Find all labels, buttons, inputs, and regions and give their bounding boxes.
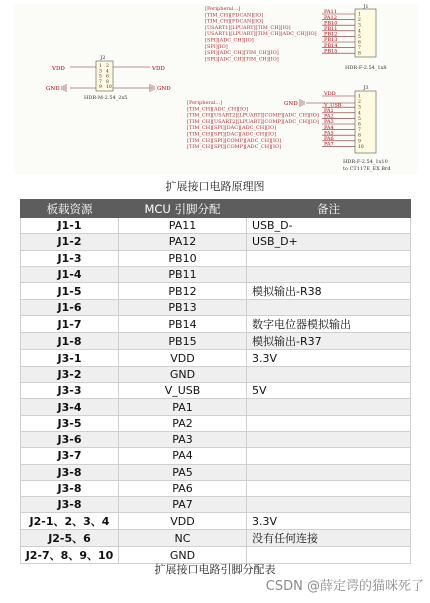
cell-note <box>247 250 411 266</box>
table-row <box>21 218 411 234</box>
j3-net-label: PA1 <box>324 108 334 114</box>
cell-mcu-pin: PA12 <box>119 234 247 250</box>
j1-peripheral-label: [SPI][IO] <box>205 43 228 50</box>
cell-mcu-pin: PB14 <box>119 316 247 333</box>
j3-net-label: PA5 <box>324 130 334 137</box>
j1-peripheral-label: [Peripheral...] <box>205 6 241 12</box>
table-row <box>21 366 411 382</box>
cell-mcu-pin: PB15 <box>119 333 247 350</box>
table-row <box>21 530 411 547</box>
cell-mcu-pin: PB12 <box>119 283 247 300</box>
j1-pin-numbers <box>358 12 361 57</box>
j3-pin-number: 8 <box>358 133 361 139</box>
cell-board-resource: J2-1、2、3、4 <box>21 513 119 530</box>
j3-ref: J3 <box>363 85 369 91</box>
cell-board-resource: J3-2 <box>21 366 119 382</box>
j2-part: HDR-M-2.54_2x5 <box>84 95 128 101</box>
j2-pin-number-left: 3 <box>99 69 102 75</box>
j1-pin-number: 1 <box>358 12 361 18</box>
cell-board-resource: J3-8 <box>21 464 119 480</box>
cell-note <box>247 415 411 431</box>
cell-mcu-pin: PA4 <box>119 448 247 464</box>
cell-note: 3.3V <box>247 350 411 366</box>
j3-peripheral-label: [TIM_CH][SPI][DAC][ADC_CH][IO] <box>187 131 277 138</box>
j1-net-label: PB15 <box>324 48 338 55</box>
j1-peripheral-label: [TIM_CH][FDCAN][IO] <box>205 12 264 19</box>
cell-note: USB_D- <box>247 218 411 234</box>
cell-note <box>247 480 411 496</box>
pin-assignment-table <box>20 199 411 564</box>
j3-net-label: PA7 <box>324 141 334 148</box>
j3-pin-number: 1 <box>358 94 361 100</box>
table-row <box>21 448 411 464</box>
j3-peripheral-label: [TIM_CH][SPI][DAC][ADC_CH][IO] <box>187 125 277 132</box>
table-row <box>21 316 411 333</box>
j3-net-label: PA6 <box>324 136 334 142</box>
header-board-resource: 板载资源 <box>21 200 119 218</box>
j3-peripheral-label: [Peripheral...] <box>187 100 223 106</box>
cell-note <box>247 497 411 513</box>
j2-net-gnd-right: GND <box>157 86 171 92</box>
table-row <box>21 383 411 399</box>
cell-mcu-pin: VDD <box>119 350 247 366</box>
j1-net-label: PA12 <box>324 14 337 21</box>
table-row <box>21 283 411 300</box>
cell-board-resource: J1-3 <box>21 250 119 266</box>
table-row <box>21 350 411 366</box>
j2-pin-number-left: 5 <box>99 74 102 80</box>
cell-mcu-pin: PA7 <box>119 497 247 513</box>
j2-net-vdd-right: VDD <box>152 66 165 72</box>
j1-pin-number: 7 <box>358 46 361 52</box>
table-caption: 扩展接口电路引脚分配表 <box>154 563 276 576</box>
j1-pin-number: 2 <box>358 18 361 24</box>
cell-mcu-pin: PA2 <box>119 415 247 431</box>
cell-note: 模拟输出-R37 <box>247 333 411 350</box>
cell-board-resource: J1-5 <box>21 283 119 300</box>
cell-mcu-pin: PB10 <box>119 250 247 266</box>
j3-pin-number: 6 <box>358 122 361 128</box>
j1-pin-number: 5 <box>358 34 361 40</box>
j3-pin-number: 10 <box>358 144 364 150</box>
cell-mcu-pin: NC <box>119 530 247 547</box>
j3-pin-number: 4 <box>358 111 361 117</box>
j2-pin-number-left: 7 <box>99 79 102 85</box>
cell-mcu-pin: VDD <box>119 513 247 530</box>
cell-note: 3.3V <box>247 513 411 530</box>
cell-board-resource: J1-1 <box>21 218 119 234</box>
cell-board-resource: J3-8 <box>21 497 119 513</box>
j3-net-label: PA3 <box>324 119 334 126</box>
j2-pin-number-right: 10 <box>106 85 112 91</box>
cell-board-resource: J2-5、6 <box>21 530 119 547</box>
cell-board-resource: J3-5 <box>21 415 119 431</box>
cell-note <box>247 464 411 480</box>
cell-note <box>247 300 411 316</box>
cell-note: 没有任何连接 <box>247 530 411 547</box>
cell-mcu-pin: PA11 <box>119 218 247 234</box>
table-row <box>21 266 411 282</box>
j1-peripheral-label: [TIM_CH][FDCAN][IO] <box>205 18 264 25</box>
j3-pin-number: 7 <box>358 128 361 134</box>
cell-note <box>247 266 411 282</box>
j3-net-label: V_USB <box>324 102 342 109</box>
table-header-row <box>21 200 411 218</box>
j3-peripheral-label: [TIM_CH][USART2][LPUART][COMP][ADC_CH][IO] <box>187 118 319 125</box>
cell-board-resource: J3-1 <box>21 350 119 366</box>
cell-board-resource: J3-4 <box>21 399 119 415</box>
j2-pin-number-right: 2 <box>106 64 109 69</box>
j1-peripheral-label: [USART1][LPUART][TIM_CH][ADC_CH][IO] <box>205 31 317 38</box>
table-row <box>21 415 411 431</box>
table-row <box>21 250 411 266</box>
cell-note: USB_D+ <box>247 234 411 250</box>
j2-net-vdd-left: VDD <box>52 66 65 72</box>
j2-net-gnd-left: GND <box>46 86 60 92</box>
table-row <box>21 513 411 530</box>
cell-mcu-pin: GND <box>119 547 247 564</box>
j3-note: to CT117E_EX Brd <box>343 166 391 172</box>
cell-board-resource: J3-3 <box>21 383 119 399</box>
j2-ref: J2 <box>100 55 106 61</box>
j1-net-label: PA11 <box>324 9 337 16</box>
j3-net-label: VDD <box>324 91 336 98</box>
schematic-diagram <box>0 0 430 175</box>
j1-peripheral-label: [SPI][ADC_CH][TIM_CH][IO] <box>205 56 279 63</box>
j1-peripheral-label: [SPI][ADC_CH][TIM_CH][IO] <box>205 50 279 57</box>
table-row <box>21 399 411 415</box>
cell-board-resource: J1-4 <box>21 266 119 282</box>
cell-note <box>247 431 411 447</box>
j1-part: HDR-F-2.54_1x8 <box>345 65 387 71</box>
cell-board-resource: J1-2 <box>21 234 119 250</box>
cell-mcu-pin: PB13 <box>119 300 247 316</box>
j3-net-gnd: GND <box>284 101 298 107</box>
cell-mcu-pin: PA1 <box>119 399 247 415</box>
cell-note <box>247 366 411 382</box>
cell-mcu-pin: GND <box>119 366 247 382</box>
j1-pin-number: 6 <box>358 40 361 46</box>
j2-pin-number-right: 4 <box>106 69 109 75</box>
j2-pin-number-right: 8 <box>106 79 109 85</box>
j1-net-label: PB11 <box>324 26 338 32</box>
j3-pin-number: 2 <box>358 100 361 106</box>
cell-note <box>247 448 411 464</box>
table-row <box>21 480 411 496</box>
cell-mcu-pin: V_USB <box>119 383 247 399</box>
j1-net-label: PB10 <box>324 20 338 27</box>
j3-net-label: PA2 <box>324 113 334 120</box>
table-row <box>21 431 411 447</box>
j2-pin-number-left: 9 <box>99 85 102 91</box>
cell-board-resource: J1-6 <box>21 300 119 316</box>
j2-pin-number-right: 6 <box>106 74 109 80</box>
j1-peripheral-label: [SPI][ADC_CH][IO] <box>205 37 254 44</box>
cell-mcu-pin: PA5 <box>119 464 247 480</box>
table-row <box>21 497 411 513</box>
cell-board-resource: J3-6 <box>21 431 119 447</box>
j1-net-label: PB14 <box>324 42 338 49</box>
header-mcu-pin: MCU 引脚分配 <box>119 200 247 218</box>
j3-peripheral-label: [TIM_CH][USART2][LPUART][COMP][ADC_CH][IO] <box>187 112 319 119</box>
j1-net-label: PB13 <box>324 37 338 44</box>
cell-board-resource: J2-7、8、9、10 <box>21 547 119 564</box>
cell-mcu-pin: PA6 <box>119 480 247 496</box>
j3-peripheral-label: [TIM_CH][SPI][COMP][ADC_CH][IO] <box>187 137 282 144</box>
cell-note: 数字电位器模拟输出 <box>247 316 411 333</box>
j1-net-label: PB12 <box>324 31 338 38</box>
j3-pin-number: 9 <box>358 139 361 145</box>
j3-part: HDR-F-2.54_1x10 <box>343 159 388 165</box>
cell-mcu-pin: PB11 <box>119 266 247 282</box>
j3-peripheral-label: [TIM_CH][ADC_CH][IO] <box>187 106 249 113</box>
j1-peripheral-label: [USART1][LPUART][TIM_CH][IO] <box>205 24 291 31</box>
j1-pin-number: 8 <box>358 51 361 57</box>
cell-note <box>247 399 411 415</box>
j1-pin-number: 4 <box>358 29 361 35</box>
cell-mcu-pin: PA3 <box>119 431 247 447</box>
header-note: 备注 <box>247 200 411 218</box>
j3-pin-number: 5 <box>358 116 361 122</box>
j1-net-labels <box>324 9 337 54</box>
j3-pin-number: 3 <box>358 105 361 111</box>
schematic-caption: 扩展接口电路原理图 <box>165 180 265 193</box>
cell-board-resource: J3-7 <box>21 448 119 464</box>
table-row <box>21 300 411 316</box>
table-row <box>21 234 411 250</box>
table-row <box>21 464 411 480</box>
j3-peripheral-label: [TIM_CH][SPI][COMP][ADC_CH][IO] <box>187 144 282 151</box>
cell-note: 5V <box>247 383 411 399</box>
j3-net-label: PA4 <box>324 124 334 131</box>
cell-board-resource: J1-8 <box>21 333 119 350</box>
j2-pin-number-left: 1 <box>99 64 102 69</box>
cell-board-resource: J3-8 <box>21 480 119 496</box>
table-row <box>21 333 411 350</box>
cell-note: 模拟输出-R38 <box>247 283 411 300</box>
csdn-watermark: CSDN @薛定谔的猫咪死了 <box>265 579 424 594</box>
cell-board-resource: J1-7 <box>21 316 119 333</box>
j1-ref: J1 <box>363 4 369 10</box>
j1-pin-number: 3 <box>358 23 361 29</box>
